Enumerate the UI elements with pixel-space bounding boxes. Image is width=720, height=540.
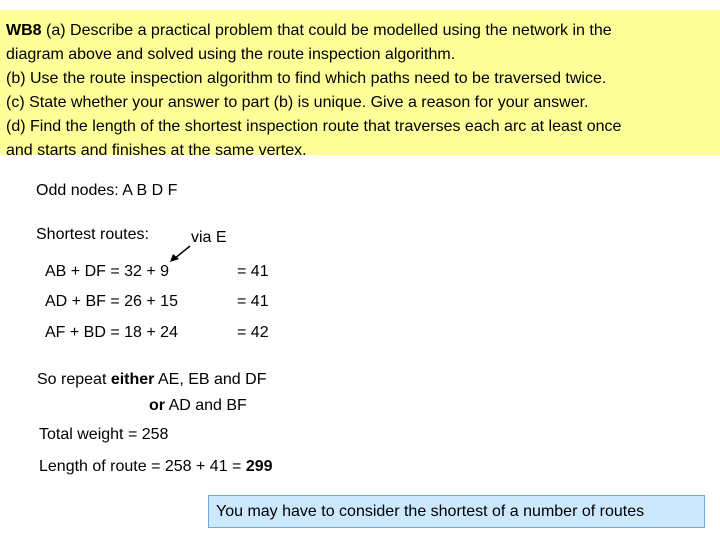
route-length-value: 299 [245, 458, 273, 475]
pairing-3-expr: AF + BD = 18 + 24 [45, 324, 178, 341]
repeat-line-1: So repeat either AE, EB and DF [37, 371, 267, 388]
repeat-line-2: or AD and BF [149, 397, 247, 414]
shortest-routes-label: Shortest routes: [36, 226, 149, 243]
pairing-2-result: = 41 [237, 293, 269, 310]
question-line-d-cont: and starts and finishes at the same vertex. [6, 142, 307, 159]
route-length: Length of route = 258 + 41 = 299 [39, 458, 273, 475]
question-line-c: (c) State whether your answer to part (b) is unique. Give a reason for your answer. [6, 94, 589, 111]
question-box [0, 10, 720, 159]
odd-nodes: Odd nodes: A B D F [36, 182, 178, 199]
question-line-d: (d) Find the length of the shortest inspection route that traverses each arc at least once [6, 118, 622, 135]
question-id: WB8 [6, 22, 42, 39]
via-note: via E [191, 229, 227, 246]
question-line-a: WB8 (a) Describe a practical problem that could be modelled using the network in the [6, 22, 612, 39]
question-line-b: (b) Use the route inspection algorithm to find which paths need to be traversed twice. [6, 70, 607, 87]
hint-note: You may have to consider the shortest of a number of routes [208, 495, 705, 528]
pairing-1-result: = 41 [237, 263, 269, 280]
via-arrow-icon [168, 244, 198, 264]
pairing-2-expr: AD + BF = 26 + 15 [45, 293, 178, 310]
pairing-3-result: = 42 [237, 324, 269, 341]
total-weight: Total weight = 258 [39, 426, 169, 443]
pairing-1-expr: AB + DF = 32 + 9 [45, 263, 170, 280]
question-line-a-cont: diagram above and solved using the route inspection algorithm. [6, 46, 456, 63]
